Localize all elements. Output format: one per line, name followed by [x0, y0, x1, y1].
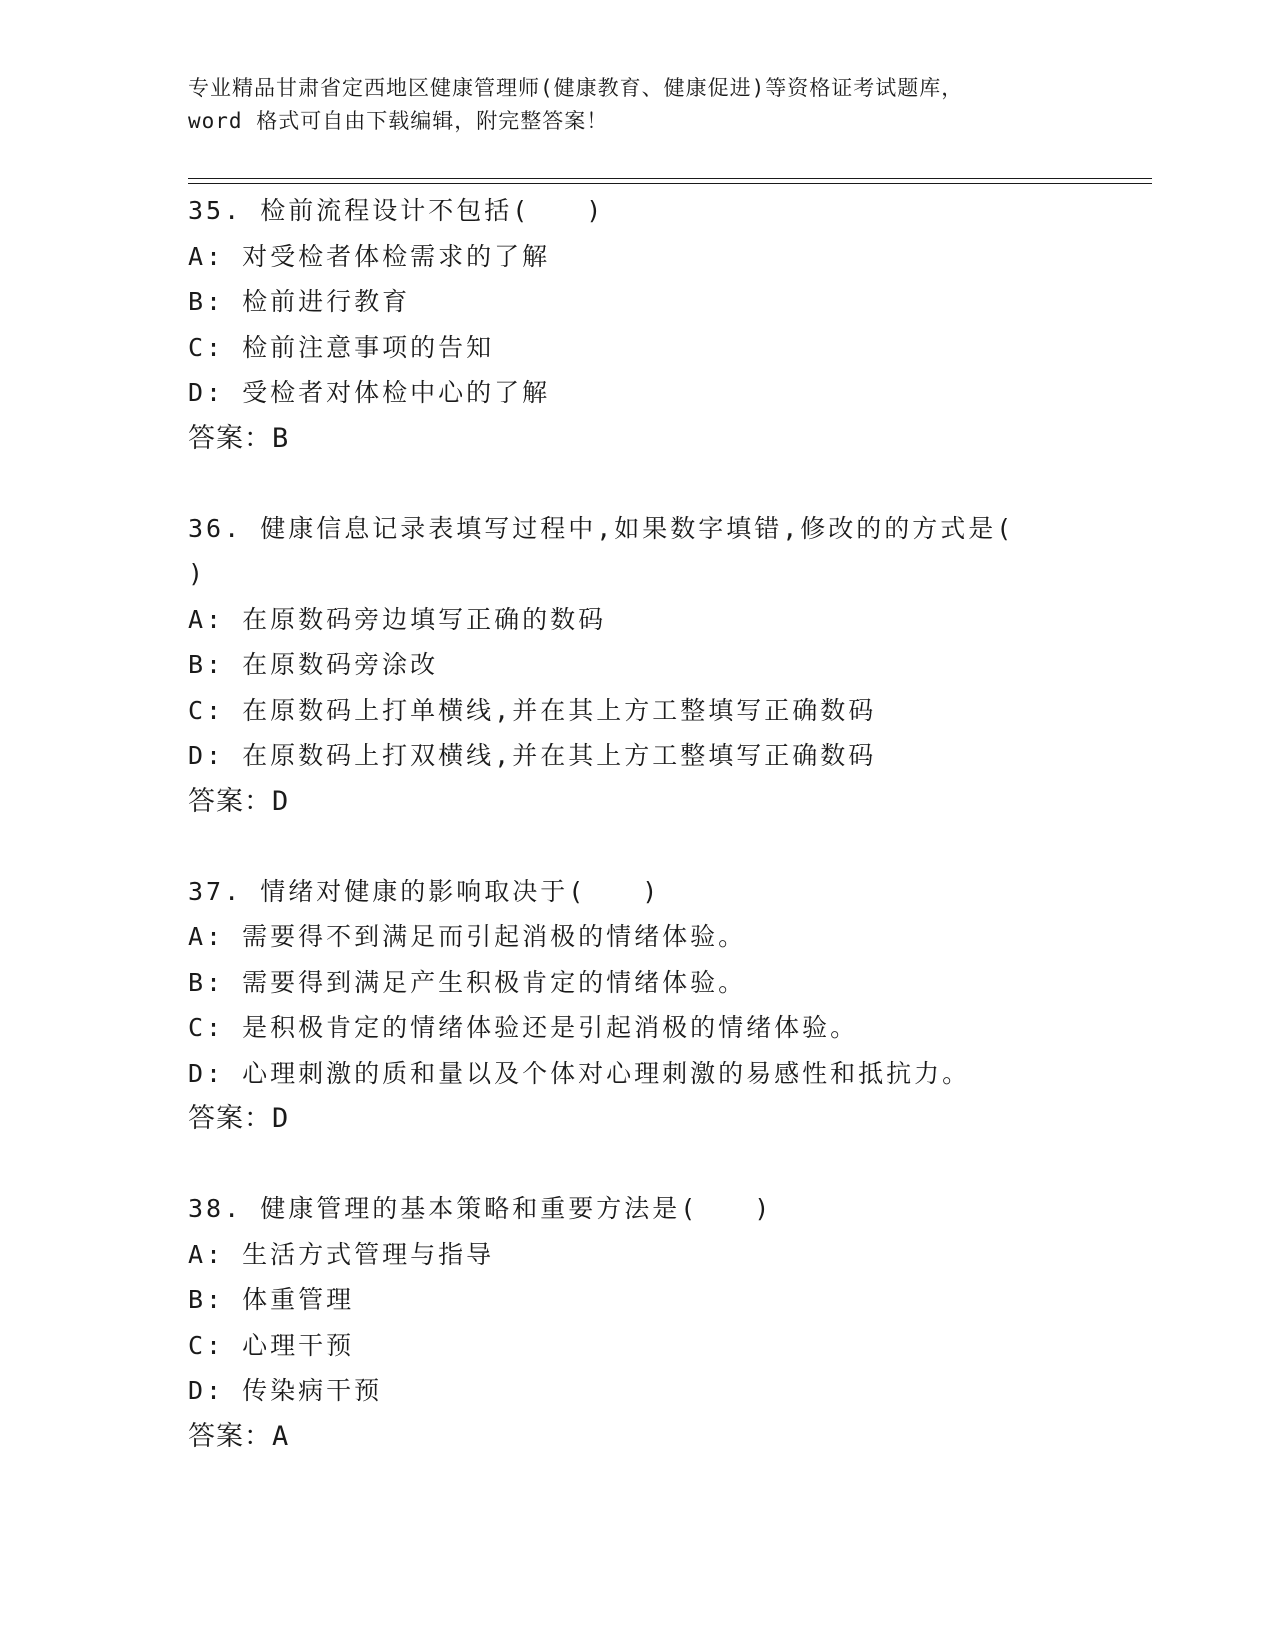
- question-text: 36. 健康信息记录表填写过程中,如果数字填错,修改的的方式是( ): [188, 513, 1015, 588]
- option-d: D: 心理刺激的质和量以及个体对心理刺激的易感性和抵抗力。: [188, 1058, 971, 1088]
- question-36: [188, 506, 1128, 825]
- answer-value: A: [272, 1420, 290, 1452]
- answer-value: D: [272, 785, 290, 817]
- answer-line: [188, 779, 1128, 825]
- answer-value: B: [272, 422, 290, 454]
- question-text: 35. 检前流程设计不包括( ): [188, 196, 605, 225]
- document-header: [188, 72, 1088, 138]
- answer-label: 答案：: [188, 1420, 272, 1452]
- option-c: C: 心理干预: [188, 1330, 355, 1360]
- option-a: A: 对受检者体检需求的了解: [188, 241, 551, 271]
- option-d: D: 受检者对体检中心的了解: [188, 378, 551, 407]
- option-b: B: 体重管理: [188, 1285, 355, 1314]
- option-c: C: 检前注意事项的告知: [188, 332, 495, 362]
- option-c: C: 在原数码上打单横线,并在其上方工整填写正确数码: [188, 695, 877, 725]
- option-b: B: 在原数码旁涂改: [188, 650, 439, 679]
- header-line-1: 专业精品甘肃省定西地区健康管理师(健康教育、健康促进)等资格证考试题库，: [188, 76, 964, 100]
- header-divider-top: [188, 178, 1152, 179]
- answer-label: 答案：: [188, 1103, 272, 1134]
- question-38: [188, 1186, 1128, 1460]
- answer-line: [188, 1414, 1128, 1460]
- answer-label: 答案：: [188, 422, 272, 454]
- option-d: D: 在原数码上打双横线,并在其上方工整填写正确数码: [188, 741, 877, 770]
- option-b: B: 需要得到满足产生积极肯定的情绪体验。: [188, 967, 747, 997]
- question-list: [188, 188, 1128, 1504]
- option-a: A: 在原数码旁边填写正确的数码: [188, 604, 607, 634]
- question-text: 38. 健康管理的基本策略和重要方法是( ): [188, 1194, 773, 1223]
- question-text: 37. 情绪对健康的影响取决于( ): [188, 876, 661, 906]
- option-a: A: 生活方式管理与指导: [188, 1239, 495, 1269]
- question-35: [188, 188, 1128, 462]
- header-divider-bottom: [188, 183, 1152, 184]
- option-d: D: 传染病干预: [188, 1376, 383, 1405]
- header-line-2: word 格式可自由下载编辑，附完整答案！: [188, 109, 609, 133]
- answer-line: [188, 1096, 1128, 1142]
- answer-value: D: [272, 1103, 290, 1134]
- option-b: B: 检前进行教育: [188, 287, 411, 316]
- answer-label: 答案：: [188, 785, 272, 817]
- option-a: A: 需要得不到满足而引起消极的情绪体验。: [188, 922, 747, 951]
- question-37: [188, 869, 1128, 1143]
- option-c: C: 是积极肯定的情绪体验还是引起消极的情绪体验。: [188, 1013, 859, 1042]
- answer-line: [188, 416, 1128, 462]
